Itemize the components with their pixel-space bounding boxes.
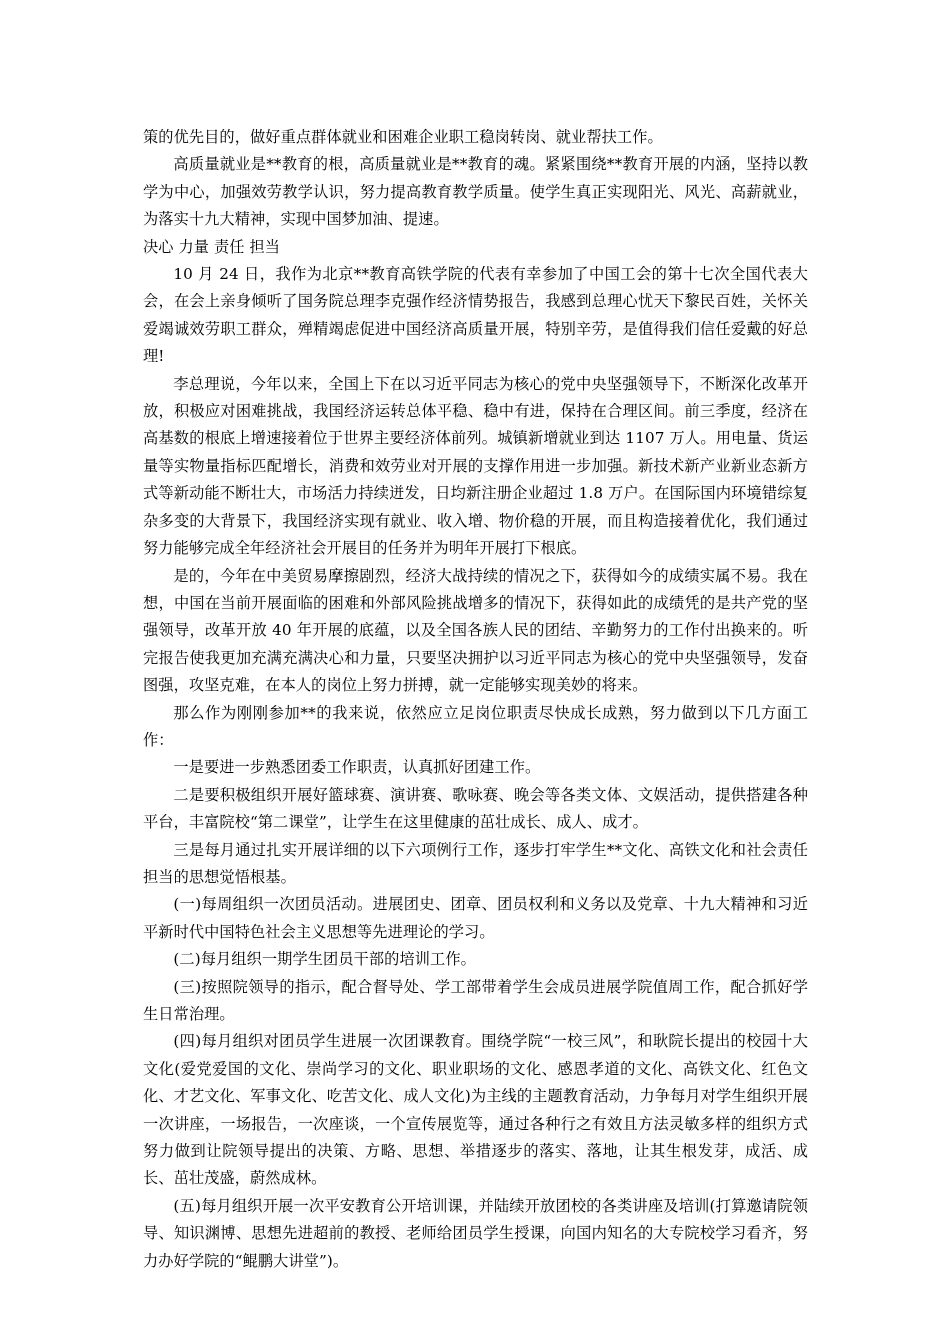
- paragraph: 三是每月通过扎实开展详细的以下六项例行工作，逐步打牢学生**文化、高铁文化和社会责任担当的思想觉悟根基。: [143, 840, 808, 886]
- paragraph: (四)每月组织对团员学生进展一次团课教育。围绕学院“一校三风”，和耿院长提出的校园十大文化(爱党爱国的文化、崇尚学习的文化、职业职场的文化、感恩孝道的文化、高铁文化、红色文化、才艺文化、军事文化、吃苦文化、成人文化)为主线的主题教育活动，力争每月对学生组织开展一次讲座，一场报告，一次座谈，一个宣传展览等，通过各种行之有效且方法灵敏多样的组织方式努力做到让院领导提出的决策、方略、思想、举措逐步的落实、落地，让其生根发芽，成活、成长、茁壮茂盛，蔚然成林。: [143, 1032, 808, 1188]
- paragraph: (五)每月组织开展一次平安教育公开培训课，并陆续开放团校的各类讲座及培训(打算邀请院领导、知识渊博、思想先进超前的教授、老师给团员学生授课，向国内知名的大专院校学习看齐，努力办好学院的“鲲鹏大讲堂”)。: [143, 1196, 808, 1270]
- paragraph: 李总理说，今年以来，全国上下在以习近平同志为核心的党中央坚强领导下，不断深化改革开放，积极应对困难挑战，我国经济运转总体平稳、稳中有进，保持在合理区间。前三季度，经济在高基数的根底上增速接着位于世界主要经济体前列。城镇新增就业到达 1107 万人。用电量、货运量等实物量指标匹配增长，消费和效劳业对开展的支撑作用进一步加强。新技术新产业新业态新方式等新动能不断壮大，市场活力持续迸发，日均新注册企业超过 1.8 万户。在国际国内环境错综复杂多变的大背景下，我国经济实现有就业、收入增、物价稳的开展，而且构造接着优化，我们通过努力能够完成全年经济社会开展目的任务并为明年开展打下根底。: [143, 374, 808, 558]
- paragraph: (二)每月组织一期学生团员干部的培训工作。: [173, 950, 476, 969]
- paragraph: 那么作为刚刚参加**的我来说，依然应立足岗位职责尽快成长成熟，努力做到以下几方面工作：: [143, 703, 808, 749]
- paragraph-continuation: 策的优先目的，做好重点群体就业和困难企业职工稳岗转岗、就业帮扶工作。: [143, 128, 663, 146]
- paragraph: 是的，今年在中美贸易摩擦剧烈，经济大战持续的情况之下，获得如今的成绩实属不易。我在想，中国在当前开展面临的困难和外部风险挑战增多的情况下，获得如此的成绩凭的是共产党的坚强领导，改革开放 40 年开展的底蕴，以及全国各族人民的团结、辛勤努力的工作付出换来的。听完报告使我更加充满充满决心和力量，只要坚决拥护以习近平同志为核心的党中央坚强领导，发奋图强，攻坚克难，在本人的岗位上努力拼搏，就一定能够实现美妙的将来。: [143, 566, 808, 695]
- paragraph: 二是要积极组织开展好篮球赛、演讲赛、歌咏赛、晚会等各类文体、文娱活动，提供搭建各种平台，丰富院校“第二课堂”，让学生在这里健康的茁壮成长、成人、成才。: [143, 785, 808, 832]
- paragraph: (三)按照院领导的指示，配合督导处、学工部带着学生会成员进展学院值周工作，配合抓好学生日常治理。: [143, 977, 808, 1023]
- paragraph: 一是要进一步熟悉团委工作职责，认真抓好团建工作。: [173, 758, 541, 777]
- document-body: [143, 124, 808, 1275]
- paragraph: 高质量就业是**教育的根，高质量就业是**教育的魂。紧紧围绕**教育开展的内涵，坚持以教学为中心，加强效劳教学认识，努力提高教育教学质量。使学生真正实现阳光、风光、高薪就业，为落实十九大精神，实现中国梦加油、提速。: [143, 155, 808, 229]
- section-heading: 决心 力量 责任 担当: [143, 237, 281, 256]
- paragraph: (一)每周组织一次团员活动。进展团史、团章、团员权利和义务以及党章、十九大精神和习近平新时代中国特色社会主义思想等先进理论的学习。: [143, 895, 808, 941]
- paragraph: 10 月 24 日，我作为北京**教育高铁学院的代表有幸参加了中国工会的第十七次全国代表大会，在会上亲身倾听了国务院总理李克强作经济情势报告，我感到总理心忧天下黎民百姓，关怀关爱竭诚效劳职工群众，殚精竭虑促进中国经济高质量开展，特别辛劳，是值得我们信任爱戴的好总理!: [143, 265, 808, 366]
